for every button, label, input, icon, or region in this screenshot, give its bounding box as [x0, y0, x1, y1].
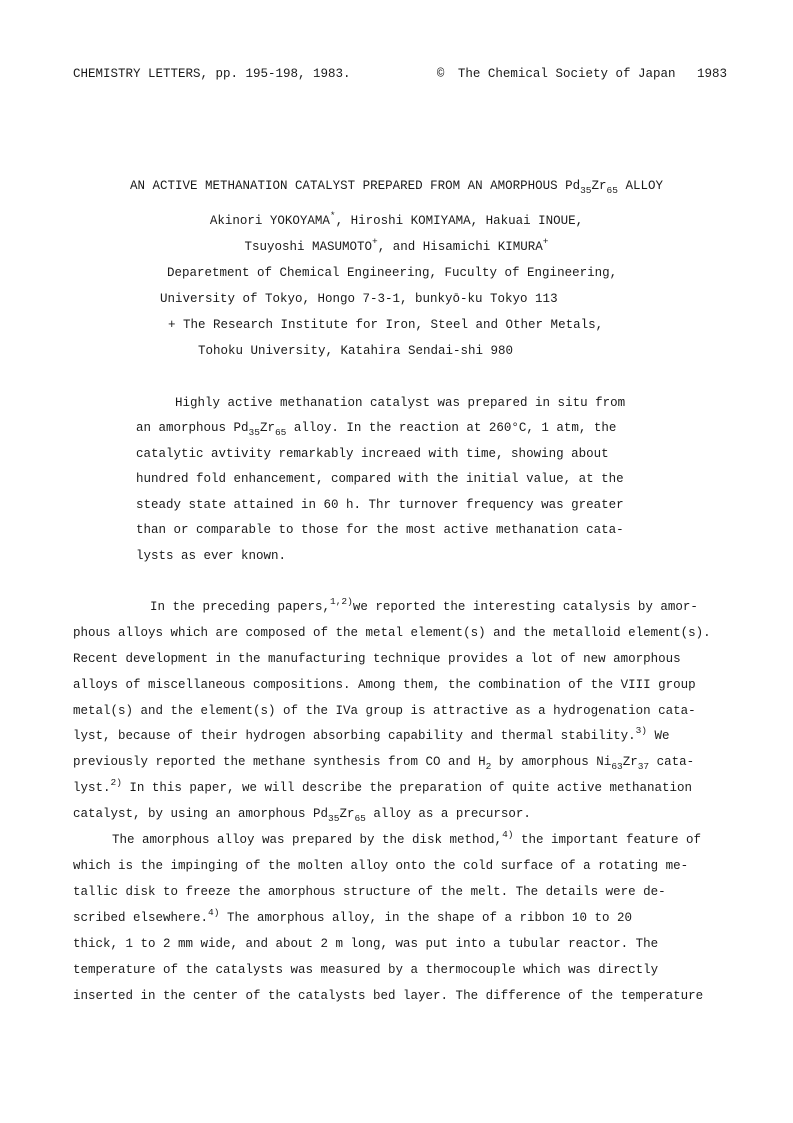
citation-ref: 2) [110, 777, 122, 788]
body-line: lyst, because of their hydrogen absorbing capability and thermal stability.$^{3)}$ We [73, 725, 670, 743]
body-line: temperature of the catalysts was measured by a thermocouple which was directly [73, 963, 659, 977]
body-line: alloys of miscellaneous compositions. Among them, the combination of the VIII group [73, 678, 696, 692]
abstract-line: an amorphous $Pd_{35}Zr_{65}$ alloy. In the reaction at 260°C, 1 atm, the [136, 421, 617, 438]
copyright-notice [431, 67, 727, 81]
journal-citation: CHEMISTRY LETTERS, pp. 195-198, 1983. [73, 67, 351, 81]
body-line: catalyst, by using an amorphous $Pd_{35}Zr_{65}$ alloy as a precursor. [73, 807, 531, 824]
citation-ref: 1,2) [330, 596, 353, 607]
copyright-icon: © [436, 67, 445, 81]
abstract-line: steady state attained in 60 h. Thr turnover frequency was greater [136, 498, 624, 512]
affiliation-line: Tohoku University, Katahira Sendai-shi 980 [198, 344, 514, 358]
paper-title: AN ACTIVE METHANATION CATALYST PREPARED FROM AN AMORPHOUS $Pd_{35}Zr_{65}$ ALLOY [130, 179, 663, 196]
author-line-1: Akinori YOKOYAMA*, Hiroshi KOMIYAMA, Hakuai INOUE, [209, 210, 584, 228]
affiliation-line: University of Tokyo, Hongo 7-3-1, bunkyō-ku Tokyo 113 [160, 292, 558, 306]
body-line: Recent development in the manufacturing technique provides a lot of new amorphous [73, 652, 681, 666]
abstract-line: than or comparable to those for the most active methanation cata- [136, 523, 624, 537]
abstract-line: Highly active methanation catalyst was prepared in situ from [175, 396, 626, 410]
body-line: The amorphous alloy was prepared by the disk method,$^{4)}$ the important feature of [112, 829, 702, 847]
society-name: The Chemical Society of Japan [457, 67, 676, 81]
affiliation-line: Deparetment of Chemical Engineering, Fuculty of Engineering, [167, 266, 618, 280]
citation-ref: 4) [208, 907, 220, 918]
citation-ref: 3) [635, 725, 647, 736]
body-line: inserted in the center of the catalysts bed layer. The difference of the temperature [73, 989, 704, 1003]
body-line: In the preceding papers,$^{1,2)}$we reported the interesting catalysis by amor- [150, 596, 698, 614]
author-line-2: Tsuyoshi MASUMOTO+, and Hisamichi KIMURA+ [244, 236, 549, 254]
body-line: scribed elsewhere.$^{4)}$ The amorphous alloy, in the shape of a ribbon 10 to 20 [73, 907, 633, 925]
body-line: previously reported the methane synthesis from CO and $H_2$ by amorphous $Ni_{63}Zr_{37}$ cata- [73, 755, 695, 772]
body-line: phous alloys which are composed of the metal element(s) and the metalloid element(s). [73, 626, 711, 640]
citation-ref: 4) [502, 829, 514, 840]
running-header [73, 67, 727, 85]
abstract-line: hundred fold enhancement, compared with the initial value, at the [136, 472, 624, 486]
abstract-line: catalytic avtivity remarkably increaed with time, showing about [136, 447, 609, 461]
body-line: tallic disk to freeze the amorphous structure of the melt. The details were de- [73, 885, 666, 899]
body-line: thick, 1 to 2 mm wide, and about 2 m long, was put into a tubular reactor. The [73, 937, 659, 951]
body-line: metal(s) and the element(s) of the IVa group is attractive as a hydrogenation cata- [73, 704, 696, 718]
abstract-line: lysts as ever known. [136, 549, 287, 563]
affiliation-line: + The Research Institute for Iron, Steel and Other Metals, [168, 318, 604, 332]
body-line: lyst.$^{2)}$ In this paper, we will describe the preparation of quite active methanation [73, 777, 693, 795]
header-year: 1983 [696, 67, 727, 81]
body-line: which is the impinging of the molten alloy onto the cold surface of a rotating me- [73, 859, 689, 873]
